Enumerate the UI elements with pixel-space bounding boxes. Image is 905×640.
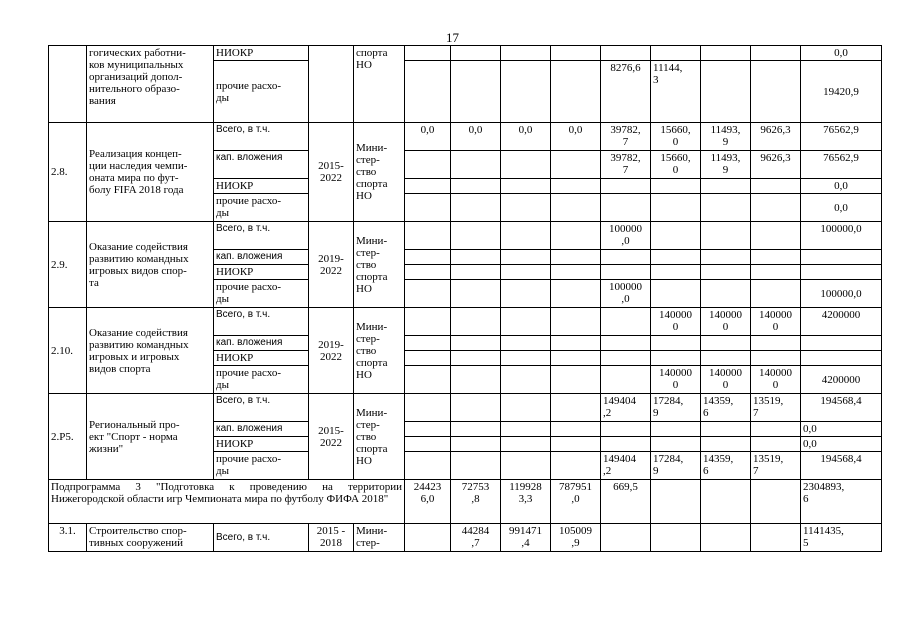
expense-type: Всего, в т.ч. xyxy=(214,123,309,151)
value-cell: 15660, 0 xyxy=(651,151,701,179)
total-cell: 76562,9 xyxy=(801,123,882,151)
period-cell: 2019- 2022 xyxy=(309,222,354,308)
value-cell: 140000 0 xyxy=(651,308,701,336)
total-cell: 4200000 xyxy=(801,308,882,336)
value-cell: 39782, 7 xyxy=(601,123,651,151)
value-cell: 17284, 9 xyxy=(651,394,701,422)
value-cell: 13519, 7 xyxy=(751,452,801,480)
row-number-cell: 2.10. xyxy=(49,308,87,394)
measure-name: Строительство спор- тивных сооружений xyxy=(87,524,214,552)
value-cell: 39782, 7 xyxy=(601,151,651,179)
executor-cell: Мини- стер- ство спорта НО xyxy=(354,123,405,222)
value-cell: 140000 0 xyxy=(701,308,751,336)
value-cell: 140000 0 xyxy=(701,366,751,394)
period-cell: 2015- 2022 xyxy=(309,394,354,480)
expense-type: Всего, в т.ч. xyxy=(214,524,309,552)
total-cell: 4200000 xyxy=(801,366,882,394)
expense-type: кап. вложения xyxy=(214,336,309,351)
measure-name: Оказание содействия развитию командных игровых видов спор- та xyxy=(87,222,214,308)
row-number-cell: 2.8. xyxy=(49,123,87,222)
expense-type: Всего, в т.ч. xyxy=(214,222,309,250)
table-row xyxy=(49,123,882,151)
value-cell: 0,0 xyxy=(551,123,601,151)
expense-type: Всего, в т.ч. xyxy=(214,308,309,336)
row-number-cell xyxy=(49,46,87,123)
value-cell: 149404 ,2 xyxy=(601,394,651,422)
value-cell: 140000 0 xyxy=(751,366,801,394)
table-row xyxy=(49,46,882,61)
expense-type: прочие расхо- ды xyxy=(214,366,309,394)
period-cell: 2019- 2022 xyxy=(309,308,354,394)
value-cell: 8276,6 xyxy=(601,61,651,123)
total-cell: 194568,4 xyxy=(801,394,882,422)
budget-table xyxy=(48,45,882,552)
total-cell: 1141435, 5 xyxy=(801,524,882,552)
period-cell: 2015 - 2018 xyxy=(309,524,354,552)
measure-name: Реализация концеп- ции наследия чемпи- оната мира по фут- болу FIFA 2018 года xyxy=(87,123,214,222)
value-cell: 105009 ,9 xyxy=(551,524,601,552)
total-cell: 194568,4 xyxy=(801,452,882,480)
total-cell: 100000,0 xyxy=(801,222,882,250)
expense-type: прочие расхо- ды xyxy=(214,61,309,123)
expense-type: НИОКР xyxy=(214,46,309,61)
total-cell: 0,0 xyxy=(801,194,882,222)
subprogram-row xyxy=(49,480,882,524)
value-cell: 0,0 xyxy=(405,123,451,151)
table-row xyxy=(49,394,882,422)
row-number-cell: 2.Р5. xyxy=(49,394,87,480)
value-cell: 140000 0 xyxy=(751,308,801,336)
measure-name: гогических работни- ков муниципальных организаций допол- нительного образо- вания xyxy=(87,46,214,123)
value-cell: 11144, 3 xyxy=(651,61,701,123)
value-cell: 991471 ,4 xyxy=(501,524,551,552)
value-cell: 0,0 xyxy=(501,123,551,151)
value-cell: 24423 6,0 xyxy=(405,480,451,524)
value-cell: 140000 0 xyxy=(651,366,701,394)
value-cell: 149404 ,2 xyxy=(601,452,651,480)
value-cell: 14359, 6 xyxy=(701,452,751,480)
expense-type: Всего, в т.ч. xyxy=(214,394,309,422)
total-cell: 0,0 xyxy=(801,46,882,61)
value-cell: 44284 ,7 xyxy=(451,524,501,552)
subprogram-title: Подпрограмма 3 "Подготовка к проведению на территории Нижегородской области игр Чемпионата мира по футболу ФИФА 2018" xyxy=(49,480,405,524)
row-number-cell: 2.9. xyxy=(49,222,87,308)
value-cell: 119928 3,3 xyxy=(501,480,551,524)
value-cell: 72753 ,8 xyxy=(451,480,501,524)
expense-type: прочие расхо- ды xyxy=(214,280,309,308)
value-cell: 14359, 6 xyxy=(701,394,751,422)
expense-type: прочие расхо- ды xyxy=(214,194,309,222)
executor-cell: Мини- стер- xyxy=(354,524,405,552)
value-cell: 11493, 9 xyxy=(701,123,751,151)
expense-type: кап. вложения xyxy=(214,250,309,265)
executor-cell: Мини- стер- ство спорта НО xyxy=(354,308,405,394)
page-number: 17 xyxy=(446,30,459,45)
executor-cell: Мини- стер- ство спорта НО xyxy=(354,222,405,308)
table-row xyxy=(49,524,882,552)
value-cell: 787951 ,0 xyxy=(551,480,601,524)
expense-type: кап. вложения xyxy=(214,422,309,437)
period-cell: 2015- 2022 xyxy=(309,123,354,222)
expense-type: НИОКР xyxy=(214,351,309,366)
value-cell: 15660, 0 xyxy=(651,123,701,151)
value-cell: 100000 ,0 xyxy=(601,222,651,250)
table-row xyxy=(49,222,882,250)
value-cell: 13519, 7 xyxy=(751,394,801,422)
value-cell: 9626,3 xyxy=(751,123,801,151)
measure-name: Региональный про- ект "Спорт - норма жизни" xyxy=(87,394,214,480)
value-cell: 9626,3 xyxy=(751,151,801,179)
measure-name: Оказание содействия развитию командных игровых и игровых видов спорта xyxy=(87,308,214,394)
total-cell: 76562,9 xyxy=(801,151,882,179)
expense-type: НИОКР xyxy=(214,179,309,194)
value-cell: 11493, 9 xyxy=(701,151,751,179)
total-cell: 0,0 xyxy=(801,437,882,452)
total-cell: 19420,9 xyxy=(801,61,882,123)
total-cell: 0,0 xyxy=(801,422,882,437)
value-cell: 17284, 9 xyxy=(651,452,701,480)
expense-type: НИОКР xyxy=(214,437,309,452)
value-cell: 669,5 xyxy=(601,480,651,524)
expense-type: НИОКР xyxy=(214,265,309,280)
expense-type: прочие расхо- ды xyxy=(214,452,309,480)
executor-cell: Мини- стер- ство спорта НО xyxy=(354,394,405,480)
executor-cell: спорта НО xyxy=(354,46,405,123)
total-cell: 0,0 xyxy=(801,179,882,194)
period-cell xyxy=(309,46,354,123)
row-number-cell: 3.1. xyxy=(49,524,87,552)
total-cell: 100000,0 xyxy=(801,280,882,308)
total-cell: 2304893, 6 xyxy=(801,480,882,524)
table-row xyxy=(49,308,882,336)
value-cell: 0,0 xyxy=(451,123,501,151)
expense-type: кап. вложения xyxy=(214,151,309,179)
value-cell: 100000 ,0 xyxy=(601,280,651,308)
